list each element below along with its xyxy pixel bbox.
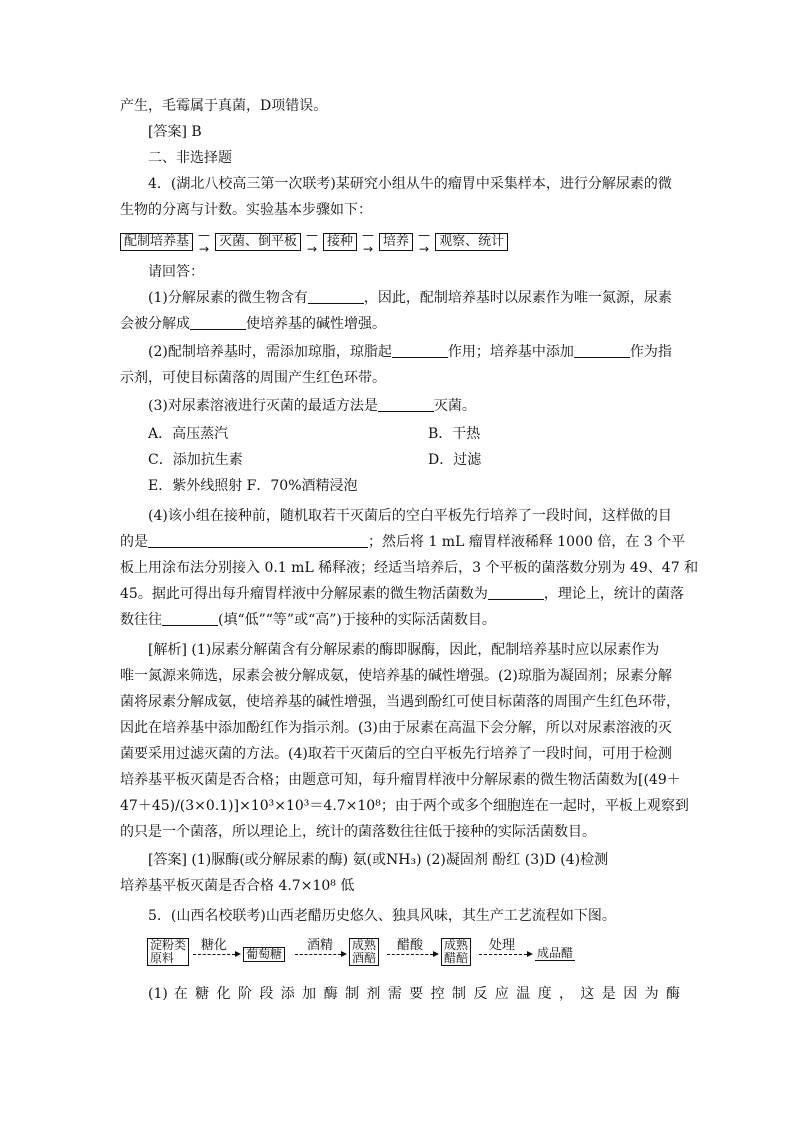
text-line: 生物的分离与计数。实验基本步骤如下：	[120, 202, 372, 218]
answer-blank	[392, 343, 448, 358]
dashed-arrow-icon	[387, 954, 433, 955]
options-row-1	[148, 424, 680, 444]
flow-step-5: 观察、统计	[435, 233, 508, 251]
flow-step-1: 配制培养基	[120, 233, 193, 251]
option-c: C．添加抗生素	[148, 452, 243, 468]
arrow-head-icon	[527, 951, 533, 957]
answer-line: 培养基平板灭菌是否合格 4.7×10⁸ 低	[120, 878, 355, 894]
question-4-2: (2)配制培养基时，需添加琼脂，琼脂起 作用；培养基中添加 作为指	[148, 344, 672, 360]
section-heading: 二、非选择题	[148, 150, 232, 166]
dashed-arrow-icon	[193, 954, 235, 955]
question-4-4-cont: 数往往 (填“低”“等”或“高”)于接种的实际活菌数目。	[120, 612, 496, 628]
question-5-intro: 5．(山西名校联考)山西老醋历史悠久、独具风味，其生产工艺流程如下图。	[148, 908, 616, 924]
dashed-arrow-icon	[295, 954, 341, 955]
answer-blank	[488, 585, 544, 600]
analysis-line: 47＋45)/(3×0.1)]×10³×10³＝4.7×10⁸；由于两个或多个细胞连在一起时，平板上观察到	[120, 798, 689, 814]
flow-label-alcohol: 酒精	[307, 938, 334, 953]
question-4-4-cont: 板上用涂布法分别接入 0.1 mL 稀释液；经适当培养后，3 个平板的菌落数分别为 49、47 和	[120, 560, 699, 576]
answer-line: [答案] (1)脲酶(或分解尿素的酶) 氨(或NH₃) (2)凝固剂 酚红 (3)D (4)检测	[148, 852, 609, 868]
question-4-1: (1)分解尿素的微生物含有 ，因此，配制培养基时以尿素作为唯一氮源，尿素	[148, 290, 672, 306]
answer-blank	[148, 533, 368, 548]
arrow-right-icon: —→	[418, 228, 431, 256]
question-4-2-cont: 示剂，可使目标菌落的周围产生红色环带。	[120, 370, 386, 386]
question-4-1-cont: 会被分解成 使培养基的碱性增强。	[120, 316, 386, 332]
flow-box-finished-vinegar: 成品醋	[537, 946, 574, 960]
arrow-right-icon: —→	[306, 228, 319, 256]
option-a: A．高压蒸汽	[148, 426, 229, 442]
question-5-1: (1) 在 糖 化 阶 段 添 加 酶 制 剂 需 要 控 制 反 应 温 度 ， 这 是 因 为 酶	[148, 986, 680, 1002]
answer-line: [答案] B	[148, 124, 202, 140]
analysis-line: 的只是一个菌落，所以理论上，统计的菌落数往往低于接种的实际活菌数目。	[120, 824, 596, 840]
analysis-line: 菌要采用过滤灭菌的方法。(4)取若干灭菌后的空白平板先行培养了一段时间，可用于检测	[120, 746, 672, 762]
arrow-head-icon	[235, 951, 241, 957]
text-line: 产生，毛霉属于真菌，D项错误。	[120, 98, 328, 114]
flow-step-3: 接种	[323, 233, 357, 251]
vinegar-process-flowchart	[147, 934, 607, 968]
answer-blank	[162, 611, 218, 626]
options-row-2	[148, 450, 680, 470]
flow-step-4: 培养	[379, 233, 413, 251]
analysis-line: 唯一氮源来筛选，尿素会被分解成氨，使培养基的碱性增强。(2)琼脂为凝固剂；尿素分解	[120, 668, 672, 684]
question-4-intro: 4．(湖北八校高三第一次联考)某研究小组从牛的瘤胃中采集样本，进行分解尿素的微	[148, 176, 672, 192]
analysis-line: 菌将尿素分解成氨，使培养基的碱性增强，当遇到酚红可使目标菌落的周围产生红色环带，	[120, 694, 680, 710]
flow-step-2: 灭菌、倒平板	[215, 233, 301, 251]
flowchart-steps	[120, 228, 508, 256]
options-row-3: E．紫外线照射 F．70%酒精浸泡	[148, 478, 358, 494]
analysis-line: 培养基平板灭菌是否合格；由题意可知，每升瘤胃样液中分解尿素的微生物活菌数为[(49＋	[120, 772, 681, 788]
flow-label-acetic: 醋酸	[397, 938, 424, 953]
answer-blank	[378, 397, 434, 412]
text-line: 请回答：	[148, 264, 204, 280]
flow-box-raw-material: 淀粉类 原料	[147, 938, 189, 966]
question-4-3: (3)对尿素溶液进行灭菌的最适方法是 灭菌。	[148, 398, 476, 414]
flow-box-mature-wine-mash: 成熟 酒醅	[349, 938, 379, 966]
analysis-line: [解析] (1)尿素分解菌含有分解尿素的酶即脲酶，因此，配制培养基时应以尿素作为	[148, 642, 660, 658]
flow-label-process: 处理	[489, 938, 516, 953]
question-4-4: (4)该小组在接种前，随机取若干灭菌后的空白平板先行培养了一段时间，这样做的目	[148, 508, 672, 524]
arrow-right-icon: —→	[362, 228, 375, 256]
flow-box-mature-vinegar-mash: 成熟 醋醅	[441, 938, 471, 966]
answer-blank	[190, 315, 246, 330]
answer-blank	[308, 289, 364, 304]
question-4-4-cont: 45。据此可得出每升瘤胃样液中分解尿素的微生物活菌数为 ，理论上，统计的菌落	[120, 586, 684, 602]
analysis-line: 因此在培养基中添加酚红作为指示剂。(3)由于尿素在高温下会分解，所以对尿素溶液的灭	[120, 720, 672, 736]
arrow-right-icon: —→	[198, 228, 211, 256]
arrow-head-icon	[433, 951, 439, 957]
arrow-head-icon	[341, 951, 347, 957]
answer-blank	[574, 343, 630, 358]
dashed-arrow-icon	[479, 954, 527, 955]
flow-label-saccharify: 糖化	[201, 938, 228, 953]
question-4-4-cont: 的是 ；然后将 1 mL 瘤胃样液稀释 1000 倍，在 3 个平	[120, 534, 686, 550]
option-b: B．干热	[428, 426, 481, 442]
option-d: D．过滤	[428, 452, 482, 468]
flow-box-glucose: 葡萄糖	[243, 947, 285, 962]
